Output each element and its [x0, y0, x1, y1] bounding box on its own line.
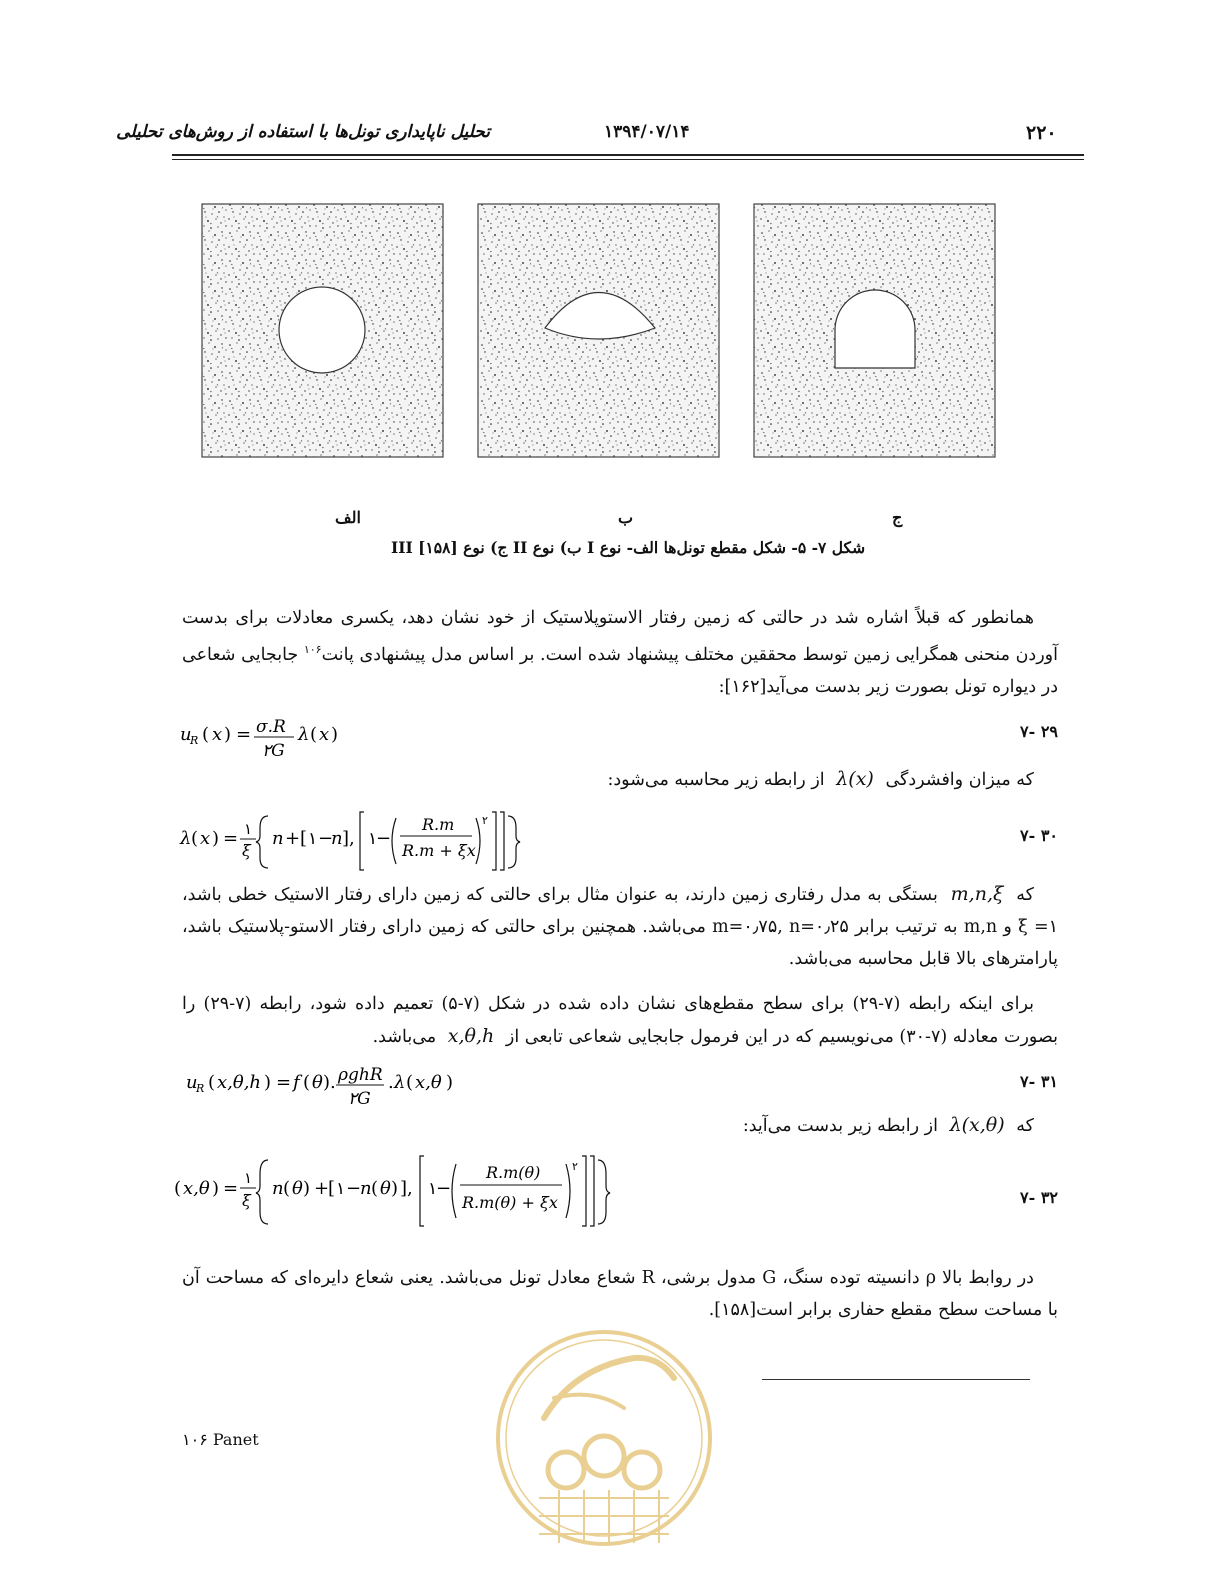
watermark-seal	[484, 1328, 724, 1584]
lambda-sentence: که میزان وافشردگی λ(x) از رابطه زیر محاسبه می‌شود:	[607, 768, 1034, 790]
svg-text:R.m + ξx: R.m + ξx	[402, 841, 476, 860]
header-rule-thin	[172, 159, 1084, 160]
svg-text:(: (	[310, 724, 318, 745]
svg-text:(: (	[202, 724, 210, 745]
svg-text:=: =	[276, 1072, 292, 1093]
svg-text:۱: ۱	[308, 829, 318, 849]
svg-text:σ.R: σ.R	[256, 717, 286, 737]
svg-text:R.m(θ): R.m(θ)	[486, 1163, 541, 1182]
svg-text:۲G: ۲G	[262, 741, 285, 761]
svg-text:n: n	[272, 1178, 284, 1199]
paragraph-3-end: می‌باشد.	[372, 1027, 437, 1047]
svg-text:(: (	[406, 1072, 414, 1093]
paragraph-3-text: برای اینکه رابطه (۷-۲۹) برای سطح مقطع‌های نشان داده شده در شکل (۷-۵) تعمیم داده شود، رابطه (۷-۲۹) را بصورت معادله (۷-۳۰) می‌نویسیم که در این فرمول جابجایی شعاعی تابعی از	[182, 994, 1058, 1047]
svg-text:).: ).	[323, 1072, 336, 1093]
svg-text:n: n	[360, 1178, 372, 1199]
lambda-before: که میزان وافشردگی	[885, 770, 1034, 790]
svg-text:[: [	[300, 828, 308, 849]
panel-label-alef: الف	[335, 508, 361, 527]
paragraph-2: که m,n,ξ بستگی به مدل رفتاری زمین دارند، به عنوان مثال برای حالتی که زمین دارای رفتار الاستیک خطی باشد، ۱= ξ و m,n به ترتیب برابر m=۰٫۷۵, n=۰٫۲۵ می‌باشد. همچنین برای حالتی که زمین دارای رفتار الاستو-پلاستیک باشد، پارامترهای بالا قابل محاسبه می‌باشد.	[182, 883, 1059, 969]
svg-text:u: u	[180, 724, 192, 745]
paragraph-1-end: جابجایی شعاعی در دیواره تونل بصورت زیر بدست می‌آید[۱۶۲]:	[182, 644, 1058, 697]
svg-text:−: −	[318, 828, 334, 849]
svg-text:۱: ۱	[336, 1179, 346, 1199]
svg-text:۲: ۲	[572, 1160, 578, 1173]
svg-text:۱: ۱	[244, 1169, 253, 1187]
svg-text:): )	[212, 1178, 220, 1199]
svg-text:(: (	[208, 1072, 216, 1093]
paragraph-1-text: همانطور که قبلاً اشاره شد در حالتی که زمین رفتار الاستوپلاستیک از خود نشان دهد، یکسری معادلات برای بدست آوردن منحنی همگرایی زمین توسط محققین مختلف پیشنهاد شده است. بر اساس مدل پیشنهادی پانت	[182, 608, 1058, 665]
svg-text:=: =	[236, 724, 252, 745]
svg-text:x: x	[200, 828, 211, 849]
equation-30	[176, 806, 536, 872]
header-date: ۱۳۹۴/۰۷/۱۴	[604, 122, 690, 142]
svg-text:−: −	[436, 1178, 452, 1199]
svg-text:ξ: ξ	[242, 841, 251, 860]
equation-32	[170, 1150, 620, 1230]
equation-30-number: ۳۰ -۷	[1020, 826, 1058, 845]
svg-text:−: −	[346, 1178, 362, 1199]
paragraph-1	[182, 602, 1058, 703]
svg-text:θ: θ	[380, 1178, 391, 1199]
svg-text:R: R	[196, 1082, 205, 1095]
svg-text:λ: λ	[394, 1072, 406, 1093]
footnote-ref: ۱۰۶	[303, 643, 322, 656]
svg-text:): )	[303, 1178, 311, 1199]
svg-text:): )	[446, 1072, 454, 1093]
panel-lens	[478, 204, 719, 457]
panel-circular	[202, 204, 443, 457]
svg-text:f: f	[293, 1072, 300, 1093]
running-title: تحلیل ناپایداری تونل‌ها با استفاده از روش‌های تحلیلی	[116, 122, 490, 142]
svg-text:n: n	[272, 828, 284, 849]
figure-caption: شکل ۷- ۵- شکل مقطع تونل‌ها الف- نوع I ب) نوع II ج) نوع III [۱۵۸]	[390, 538, 866, 557]
svg-text:ξ: ξ	[242, 1191, 251, 1210]
paragraph-4	[182, 1262, 1058, 1326]
svg-text:(: (	[174, 1178, 182, 1199]
svg-text:۱: ۱	[244, 820, 253, 838]
svg-text:x: x	[319, 724, 330, 745]
svg-text:=: =	[223, 828, 239, 849]
lambda-sentence-2: که λ(x,θ) از رابطه زیر بدست می‌آید:	[742, 1114, 1034, 1136]
svg-text:x,θ: x,θ	[415, 1072, 442, 1093]
svg-text:λ: λ	[298, 724, 310, 745]
svg-text:۱: ۱	[428, 1179, 438, 1199]
svg-text:],: ],	[400, 1178, 413, 1199]
panel-label-be: ب	[618, 508, 634, 527]
svg-text:θ: θ	[292, 1178, 303, 1199]
lambda-after: از رابطه زیر محاسبه می‌شود:	[607, 770, 825, 790]
paragraph-2-text: بستگی به مدل رفتاری زمین دارند، به عنوان مثال برای حالتی که زمین دارای رفتار الاستیک خطی باشد، ۱= ξ و m,n به ترتیب برابر m=۰٫۷۵, n=۰٫۲۵ می‌باشد. همچنین برای حالتی که زمین دارای رفتار الاستو-پلاستیک باشد، پارامترهای بالا قابل محاسبه می‌باشد.	[182, 885, 1059, 969]
lambda2-after: از رابطه زیر بدست می‌آید:	[742, 1116, 938, 1136]
paragraph-4-text: در روابط بالا ρ دانسیته توده سنگ، G مدول برشی، R شعاع معادل تونل می‌باشد. یعنی شعاع دایره‌ای که مساحت آن با مساحت سطح مقطع حفاری برابر است[۱۵۸].	[182, 1268, 1058, 1320]
svg-text:.: .	[388, 1072, 394, 1093]
svg-text:): )	[212, 828, 220, 849]
equation-29	[176, 712, 376, 762]
svg-text:): )	[331, 724, 339, 745]
footnote: ۱۰۶ Panet	[182, 1430, 259, 1449]
svg-text:): )	[264, 1072, 272, 1093]
paragraph-3: برای اینکه رابطه (۷-۲۹) برای سطح مقطع‌های نشان داده شده در شکل (۷-۵) تعمیم داده شود، رابطه (۷-۲۹) را بصورت معادله (۷-۳۰) می‌نویسیم که در این فرمول جابجایی شعاعی تابعی از x,θ,h می‌باشد.	[182, 994, 1058, 1047]
header-rule	[172, 154, 1084, 156]
svg-text:λ: λ	[180, 828, 192, 849]
equation-31-number: ۳۱ -۷	[1020, 1072, 1058, 1091]
svg-text:(: (	[283, 1178, 291, 1199]
panel-horseshoe	[754, 204, 995, 457]
svg-text:(: (	[303, 1072, 311, 1093]
svg-text:R.m(θ) + ξx: R.m(θ) + ξx	[462, 1193, 558, 1212]
svg-text:[: [	[328, 1178, 336, 1199]
svg-text:R: R	[190, 734, 199, 747]
svg-text:],: ],	[342, 828, 355, 849]
svg-text:۲: ۲	[482, 814, 488, 827]
svg-text:۲G: ۲G	[348, 1089, 371, 1109]
page-number: ۲۲۰	[1026, 122, 1057, 144]
tunnel-sections-figure	[200, 202, 1000, 460]
panel-label-jim: ج	[892, 508, 903, 527]
svg-text:=: =	[223, 1178, 239, 1199]
svg-text:): )	[224, 724, 232, 745]
svg-text:ρghR: ρghR	[338, 1065, 383, 1085]
equation-32-number: ۳۲ -۷	[1020, 1188, 1058, 1207]
svg-text:−: −	[376, 828, 392, 849]
svg-text:(: (	[371, 1178, 379, 1199]
svg-text:θ: θ	[312, 1072, 323, 1093]
svg-text:u: u	[186, 1072, 198, 1093]
svg-text:n: n	[331, 828, 343, 849]
paragraph-2-lead: که	[1016, 885, 1034, 905]
svg-text:+: +	[314, 1178, 330, 1199]
footnote-rule	[762, 1379, 1030, 1380]
equation-29-number: ۲۹ -۷	[1020, 722, 1058, 741]
svg-text:): )	[391, 1178, 399, 1199]
svg-text:R.m: R.m	[422, 815, 455, 834]
equation-31	[176, 1060, 476, 1110]
svg-text:x: x	[212, 724, 223, 745]
svg-text:۱: ۱	[368, 829, 378, 849]
svg-text:x,θ,h: x,θ,h	[217, 1072, 262, 1093]
svg-text:+: +	[285, 828, 301, 849]
svg-text:(: (	[191, 828, 199, 849]
svg-text:x,θ: x,θ	[183, 1178, 210, 1199]
lambda2-before: که	[1016, 1116, 1034, 1136]
